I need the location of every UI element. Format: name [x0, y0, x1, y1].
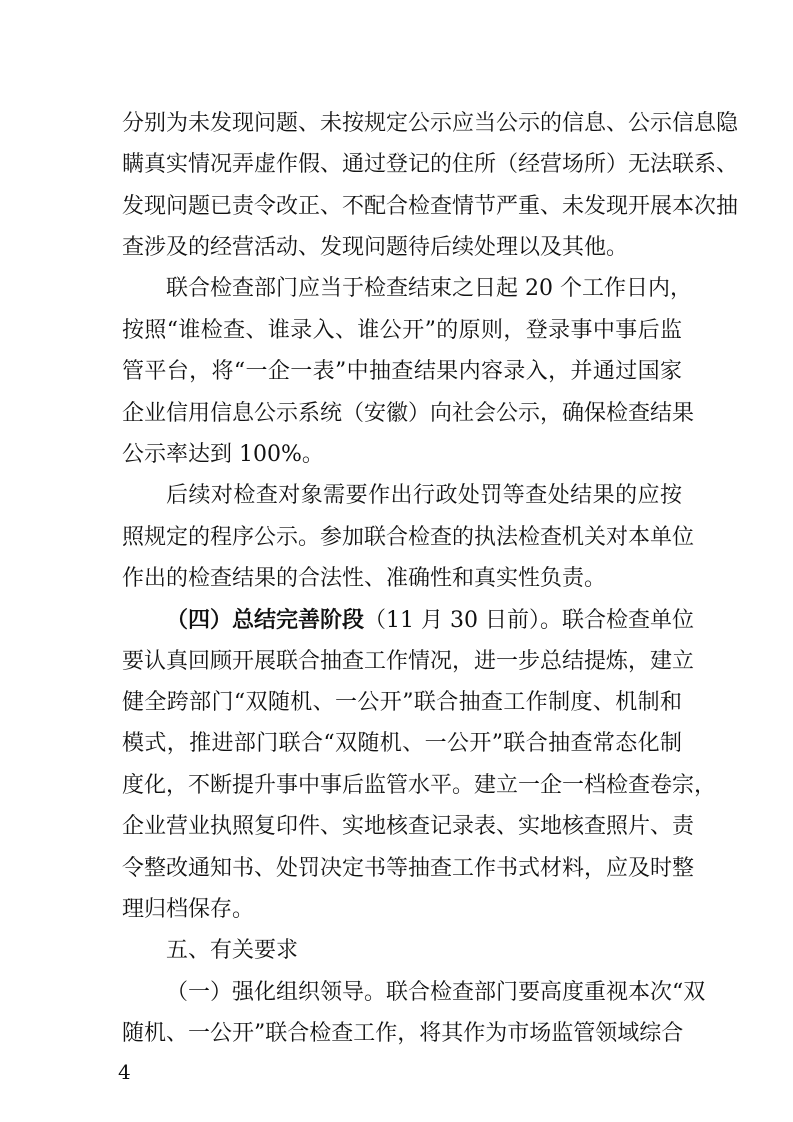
body-text-line: 按照“谁检查、谁录入、谁公开”的原则，登录事中事后监 [122, 318, 682, 343]
body-text-line: 发现问题已责令改正、不配合检查情节严重、未发现开展本次抽 [122, 194, 739, 219]
body-text-line: 分别为未发现问题、未按规定公示应当公示的信息、公示信息隐 [122, 111, 739, 136]
body-text-line: 查涉及的经营活动、发现问题待后续处理以及其他。 [122, 235, 629, 260]
body-text-line: 企业信用信息公示系统（安徽）向社会公示，确保检查结果 [122, 401, 695, 426]
body-text-line: 后续对检查对象需要作出行政处罚等查处结果的应按 [166, 483, 682, 508]
body-text-line: 管平台，将“一企一表”中抽查结果内容录入，并通过国家 [122, 359, 682, 384]
section-heading-line [166, 600, 694, 640]
body-text-line: 度化，不断提升事中事后监管水平。建立一企一档检查卷宗， [122, 773, 717, 798]
section-heading: （四）总结完善阶段 [166, 607, 365, 633]
body-text-line: 联合检查部门应当于检查结束之日起 20 个工作日内， [166, 276, 692, 301]
body-text-line: 作出的检查结果的合法性、准确性和真实性负责。 [122, 566, 607, 591]
section-five-heading: 五、有关要求 [166, 938, 299, 963]
body-text-line: （一）强化组织领导。联合检查部门要高度重视本次“双 [166, 980, 706, 1005]
body-text-line: 要认真回顾开展联合抽查工作情况，进一步总结提炼，建立 [122, 649, 695, 674]
section-heading-date: （11 月 30 日前）。联合检查单位 [364, 608, 694, 633]
body-text-line: 令整改通知书、处罚决定书等抽查工作书式材料，应及时整 [122, 856, 695, 881]
body-text-line: 企业营业执照复印件、实地核查记录表、实地核查照片、责 [122, 814, 695, 839]
body-text-line: 理归档保存。 [122, 897, 255, 922]
body-text-line: 模式，推进部门联合“双随机、一公开”联合抽查常态化制 [122, 731, 682, 756]
body-text-line: 瞒真实情况弄虚作假、通过登记的住所（经营场所）无法联系、 [122, 152, 739, 177]
page-number: 4 [118, 1060, 131, 1084]
body-text-line: 健全跨部门“双随机、一公开”联合抽查工作制度、机制和 [122, 690, 682, 715]
body-text-line: 随机、一公开”联合检查工作，将其作为市场监管领域综合 [122, 1021, 684, 1046]
body-text-line: 公示率达到 100%。 [122, 442, 324, 467]
body-text-line: 照规定的程序公示。参加联合检查的执法检查机关对本单位 [122, 525, 695, 550]
